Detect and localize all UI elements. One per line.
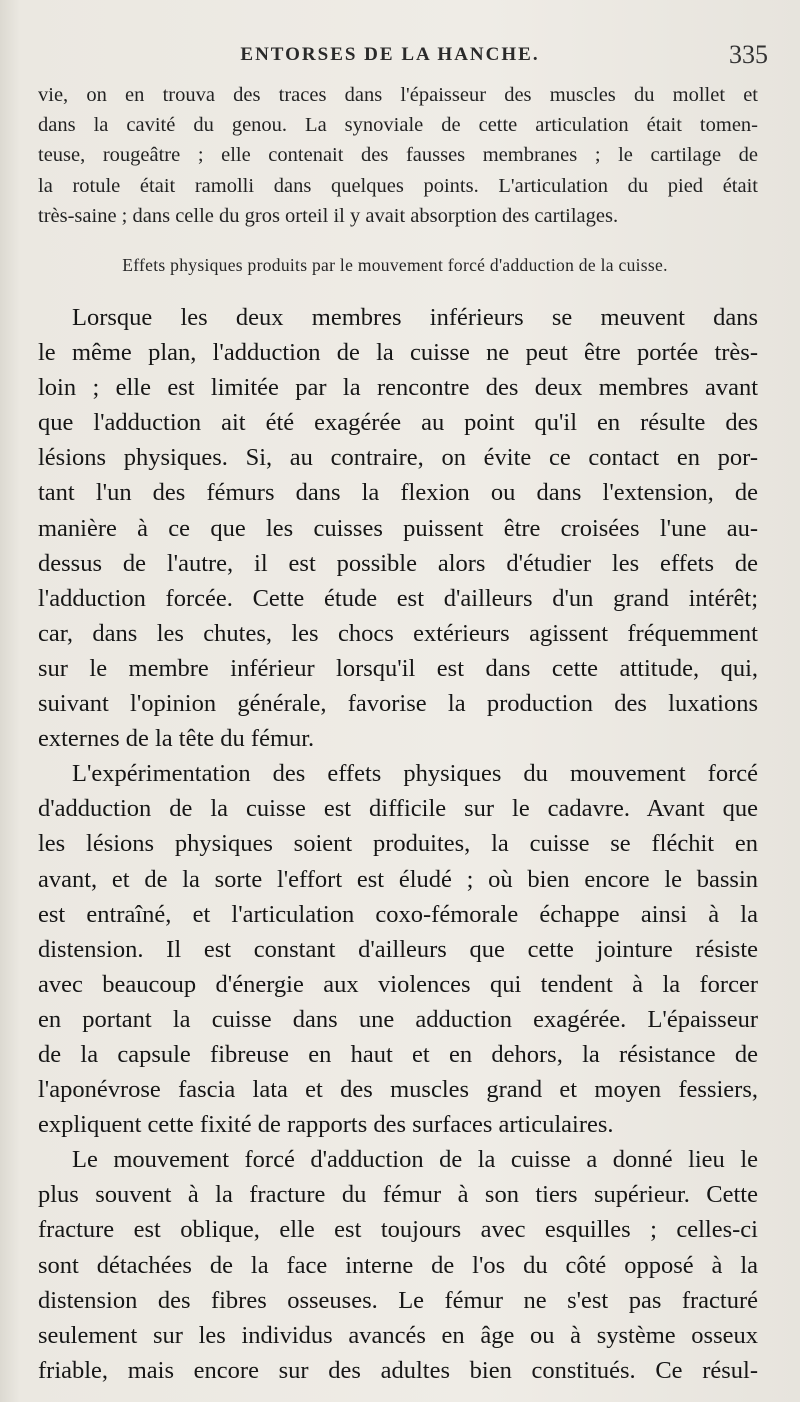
text-line: plus souvent à la fracture du fémur à son tiers supérieur. Cette xyxy=(38,1181,758,1209)
text-line: dessus de l'autre, il est possible alors d'étudier les effets de xyxy=(38,549,758,577)
text-line: est entraîné, et l'articulation coxo-fémorale échappe ainsi à la xyxy=(38,900,758,928)
text-line: fracture est oblique, elle est toujours avec esquilles ; celles-ci xyxy=(38,1216,758,1244)
text-line: expliquent cette fixité de rapports des surfaces articulaires. xyxy=(38,1111,614,1139)
text-line: externes de la tête du fémur. xyxy=(38,725,315,753)
text-line: seulement sur les individus avancés en âge ou à système osseux xyxy=(38,1321,758,1349)
text-line: avec beaucoup d'énergie aux violences qui tendent à la forcer xyxy=(38,970,758,998)
text-line: dans la cavité du genou. La synoviale de cette articulation était tomen- xyxy=(38,114,758,137)
text-line: les lésions physiques soient produites, la cuisse se fléchit en xyxy=(38,830,758,858)
text-line: de la capsule fibreuse en haut et en dehors, la résistance de xyxy=(38,1040,758,1068)
body-text xyxy=(38,300,758,1388)
text-line: Lorsque les deux membres inférieurs se meuvent dans xyxy=(72,304,758,331)
paragraph-3 xyxy=(38,1142,758,1388)
text-line: suivant l'opinion générale, favorise la production des luxations xyxy=(38,690,758,718)
text-line: L'expérimentation des effets physiques du mouvement forcé xyxy=(72,760,758,788)
text-line: la rotule était ramolli dans quelques points. L'articulation du pied était xyxy=(38,174,758,197)
text-line: lésions physiques. Si, au contraire, on évite ce contact en por- xyxy=(38,444,758,472)
text-line: car, dans les chutes, les chocs extérieurs agissent fréquemment xyxy=(38,619,758,647)
text-line: d'adduction de la cuisse est difficile sur le cadavre. Avant que xyxy=(38,795,758,823)
paragraph-1 xyxy=(38,300,758,756)
text-line: distension. Il est constant d'ailleurs que cette jointure résiste xyxy=(38,935,758,963)
continuation-text xyxy=(38,80,758,231)
text-line: sont détachées de la face interne de l'os du côté opposé à la xyxy=(38,1251,758,1279)
text-line: avant, et de la sorte l'effort est éludé ; où bien encore le bassin xyxy=(38,865,758,893)
text-line: en portant la cuisse dans une adduction exagérée. L'épaisseur xyxy=(38,1005,758,1033)
text-line: friable, mais encore sur des adultes bien constitués. Ce résul- xyxy=(38,1356,758,1384)
text-line: l'adduction forcée. Cette étude est d'ailleurs d'un grand intérêt; xyxy=(38,584,758,612)
paragraph-2 xyxy=(38,756,758,1142)
text-line: tant l'un des fémurs dans la flexion ou dans l'extension, de xyxy=(38,479,758,507)
text-line: manière à ce que les cuisses puissent être croisées l'une au- xyxy=(38,514,758,542)
text-line: sur le membre inférieur lorsqu'il est dans cette attitude, qui, xyxy=(38,654,758,682)
text-line: vie, on en trouva des traces dans l'épaisseur des muscles du mollet et xyxy=(38,84,758,106)
text-line: distension des fibres osseuses. Le fémur ne s'est pas fracturé xyxy=(38,1286,758,1314)
text-line: teuse, rougeâtre ; elle contenait des fausses membranes ; le cartilage de xyxy=(38,144,758,167)
text-line: le même plan, l'adduction de la cuisse ne peut être portée très- xyxy=(38,339,758,367)
running-head xyxy=(0,40,800,74)
text-line: que l'adduction ait été exagérée au point qu'il en résulte des xyxy=(38,409,758,437)
text-line: Le mouvement forcé d'adduction de la cuisse a donné lieu le xyxy=(72,1146,758,1174)
running-title: ENTORSES DE LA HANCHE. xyxy=(240,44,540,65)
page-number: 335 xyxy=(729,40,768,69)
text-line: loin ; elle est limitée par la rencontre des deux membres avant xyxy=(38,374,758,402)
text-line: l'aponévrose fascia lata et des muscles grand et moyen fessiers, xyxy=(38,1076,758,1104)
text-line: très-saine ; dans celle du gros orteil il y avait absorption des cartilages. xyxy=(38,204,619,227)
section-heading: Effets physiques produits par le mouvement forcé d'adduction de la cuisse. xyxy=(122,255,668,275)
